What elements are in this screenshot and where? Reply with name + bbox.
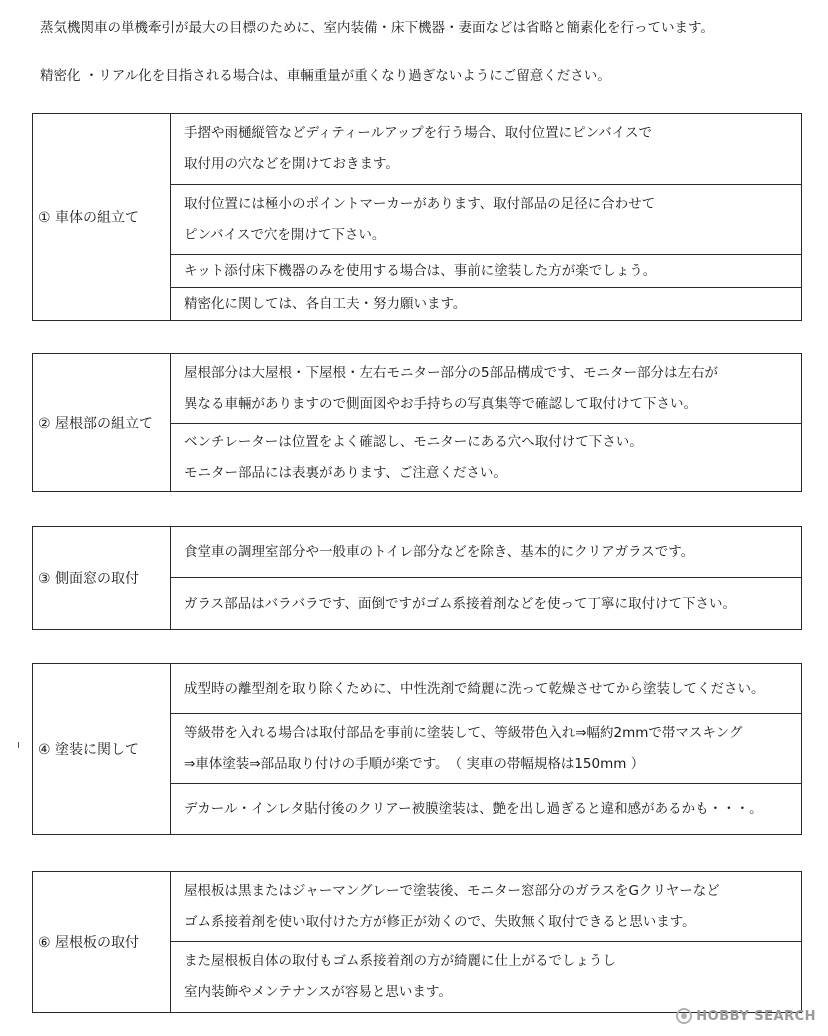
section-rows bbox=[171, 664, 801, 834]
instruction-row bbox=[171, 527, 801, 578]
instruction-line: また屋根板自体の取付もゴム系接着剤の方が綺麗に仕上がるでしょうし bbox=[184, 953, 616, 969]
instruction-row bbox=[171, 942, 801, 1012]
section-rows bbox=[171, 114, 801, 320]
instruction-row bbox=[171, 114, 801, 185]
instruction-line: ベンチレーターは位置をよく確認し、モニターにある穴へ取付けて下さい。 bbox=[184, 433, 643, 450]
section-rows bbox=[171, 872, 801, 1012]
hobbysearch-logo-icon bbox=[676, 1008, 692, 1024]
instruction-line: 異なる車輛がありますので側面図やお手持ちの写真集等で確認して取付けて下さい。 bbox=[184, 395, 697, 412]
instruction-line: ガラス部品はバラバラです、面倒ですがゴム系接着剤などを使って丁寧に取付けて下さい。 bbox=[184, 595, 737, 612]
instruction-row bbox=[171, 784, 801, 834]
section-side-windows bbox=[32, 526, 802, 630]
instruction-row bbox=[171, 255, 801, 288]
instruction-row bbox=[171, 872, 801, 942]
section-roof-assembly bbox=[32, 353, 802, 492]
instruction-row bbox=[171, 288, 801, 320]
instruction-row bbox=[171, 664, 801, 714]
watermark bbox=[676, 1008, 816, 1024]
instruction-line: 等級帯を入れる場合は取付部品を事前に塗装して、等級帯色入れ⇒幅約2mmで帯マスキング bbox=[184, 724, 743, 741]
section-painting bbox=[32, 663, 802, 835]
instruction-line: 屋根部分は大屋根・下屋根・左右モニター部分の5部品構成です、モニター部分は左右が bbox=[184, 364, 719, 381]
instruction-line: 屋根板は黒またはジャーマングレーで塗装後、モニター窓部分のガラスをGクリヤーなど bbox=[184, 882, 720, 899]
section-rows bbox=[171, 354, 801, 491]
instruction-line: モニター部品には表裏があります、ご注意ください。 bbox=[184, 464, 507, 481]
section-label: ② 屋根部の組立て bbox=[33, 354, 171, 491]
intro-line-2: 精密化 ・リアル化を目指される場合は、車輛重量が重くなり過ぎないようにご留意ください。 bbox=[40, 68, 611, 84]
section-roof-board bbox=[32, 871, 802, 1013]
instruction-line: ⇒車体塗装⇒部品取り付けの手順が楽です。 （ 実車の帯幅規格は150mm ） bbox=[184, 755, 645, 772]
section-label: ③ 側面窓の取付 bbox=[33, 527, 171, 629]
watermark-text: HOBBY SEARCH bbox=[696, 1008, 816, 1024]
instruction-line: デカール・インレタ貼付後のクリアー被膜塗装は、艶を出し過ぎると違和感があるかも・・・。 bbox=[184, 801, 763, 817]
section-label: ① 車体の組立て bbox=[33, 114, 171, 320]
intro-line-1: 蒸気機関車の単機牽引が最大の目標のために、室内装備・床下機器・妻面などは省略と簡素化を行っています。 bbox=[40, 20, 714, 36]
scan-mark bbox=[18, 742, 19, 748]
instruction-line: 成型時の離型剤を取り除くために、中性洗剤で綺麗に洗って乾燥させてから塗装してください。 bbox=[184, 680, 765, 697]
section-rows bbox=[171, 527, 801, 629]
instruction-line: 精密化に関しては、各自工夫・努力願います。 bbox=[184, 296, 467, 312]
instruction-line: 手摺や雨樋縦管などディティールアップを行う場合、取付位置にピンバイスで bbox=[184, 125, 653, 141]
instruction-row bbox=[171, 354, 801, 424]
instruction-line: ピンバイスで穴を開けて下さい。 bbox=[184, 226, 386, 243]
instruction-row bbox=[171, 714, 801, 784]
section-body-assembly bbox=[32, 113, 802, 321]
instruction-line: ゴム系接着剤を使い取付けた方が修正が効くので、失敗無く取付できると思います。 bbox=[184, 913, 696, 930]
instruction-line: 室内装飾やメンテナンスが容易と思います。 bbox=[184, 984, 452, 1000]
instruction-row bbox=[171, 424, 801, 491]
section-label: ④ 塗装に関して bbox=[33, 664, 171, 834]
instruction-line: 取付用の穴などを開けておきます。 bbox=[184, 156, 399, 172]
instruction-line: 食堂車の調理室部分や一般車のトイレ部分などを除き、基本的にクリアガラスです。 bbox=[184, 544, 695, 560]
instruction-row bbox=[171, 185, 801, 255]
instruction-line: 取付位置には極小のポイントマーカーがあります、取付部品の足径に合わせて bbox=[184, 195, 656, 212]
section-label: ⑥ 屋根板の取付 bbox=[33, 872, 171, 1012]
instruction-row bbox=[171, 578, 801, 629]
instruction-line: キット添付床下機器のみを使用する場合は、事前に塗装した方が楽でしょう。 bbox=[184, 263, 657, 279]
